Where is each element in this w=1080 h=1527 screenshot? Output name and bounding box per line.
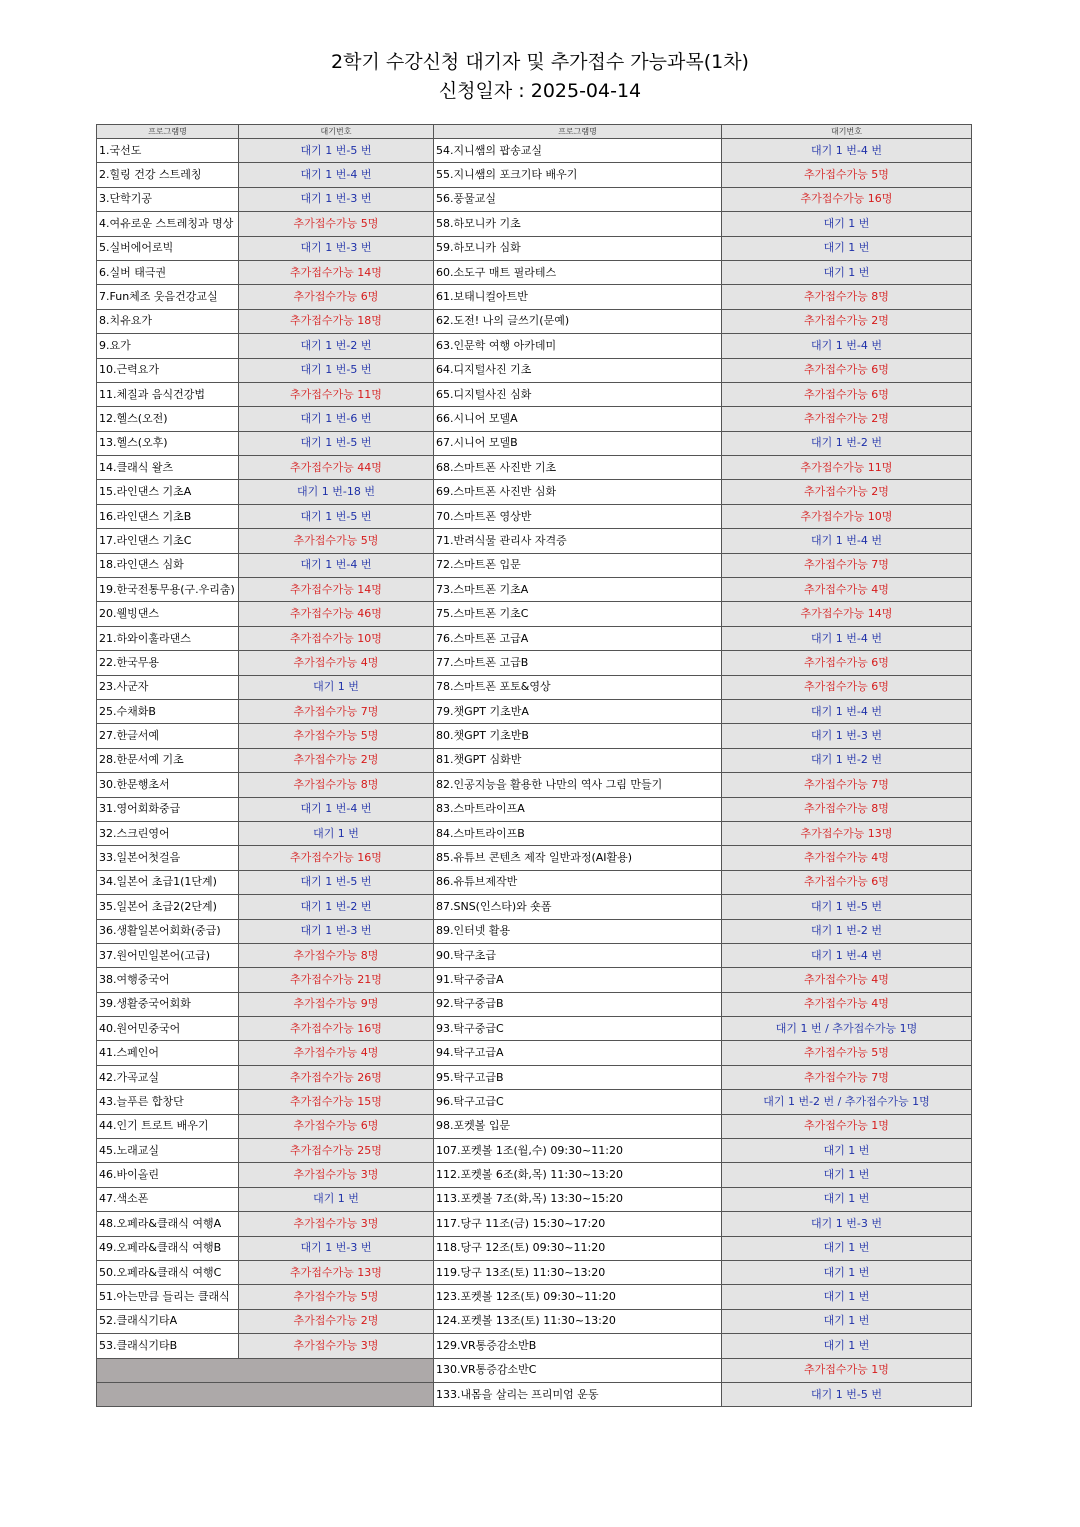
- header-program-left: 프로그램명: [97, 125, 239, 139]
- table-row: [97, 529, 972, 553]
- waitlist-status: 추가접수가능 46명: [239, 602, 434, 626]
- table-row: [97, 651, 972, 675]
- table-row: [97, 1163, 972, 1187]
- waitlist-status: 추가접수가능 3명: [239, 1212, 434, 1236]
- table-row: [97, 895, 972, 919]
- waitlist-status: 추가접수가능 5명: [239, 212, 434, 236]
- waitlist-status: 추가접수가능 4명: [722, 578, 972, 602]
- program-name: 22.한국무용: [97, 651, 239, 675]
- program-name: 130.VR통증감소반C: [434, 1358, 722, 1382]
- program-name: 20.웰빙댄스: [97, 602, 239, 626]
- program-name: 37.원어민일본어(고급): [97, 943, 239, 967]
- program-name: 11.체질과 음식건강법: [97, 382, 239, 406]
- table-row: [97, 1260, 972, 1284]
- waitlist-status: 추가접수가능 10명: [239, 626, 434, 650]
- program-name: 64.디지털사진 기초: [434, 358, 722, 382]
- waitlist-status: 대기 1 번-5 번: [239, 139, 434, 163]
- program-name: 73.스마트폰 기초A: [434, 578, 722, 602]
- program-name: 12.헬스(오전): [97, 407, 239, 431]
- table-row: [97, 1358, 972, 1382]
- waitlist-status: 대기 1 번: [722, 236, 972, 260]
- table-row: [97, 1236, 972, 1260]
- program-name: 95.탁구고급B: [434, 1065, 722, 1089]
- table-row: [97, 139, 972, 163]
- waitlist-status: 대기 1 번-18 번: [239, 480, 434, 504]
- program-name: 79.챗GPT 기초반A: [434, 699, 722, 723]
- program-name: 76.스마트폰 고급A: [434, 626, 722, 650]
- table-row: [97, 1041, 972, 1065]
- waitlist-status: 대기 1 번: [239, 821, 434, 845]
- waitlist-status: 대기 1 번-5 번: [239, 870, 434, 894]
- program-name: 32.스크린영어: [97, 821, 239, 845]
- waitlist-status: 대기 1 번: [239, 1187, 434, 1211]
- waitlist-status: 추가접수가능 18명: [239, 309, 434, 333]
- waitlist-status: 대기 1 번-3 번: [722, 1212, 972, 1236]
- program-name: 58.하모니카 기초: [434, 212, 722, 236]
- waitlist-status: 추가접수가능 2명: [722, 480, 972, 504]
- program-name: 86.유튜브제작반: [434, 870, 722, 894]
- waitlist-status: 대기 1 번-4 번: [239, 163, 434, 187]
- program-name: 55.지니쌤의 포크기타 배우기: [434, 163, 722, 187]
- waitlist-status: 대기 1 번: [722, 1309, 972, 1333]
- program-name: 83.스마트라이프A: [434, 797, 722, 821]
- table-row: [97, 1139, 972, 1163]
- program-name: 94.탁구고급A: [434, 1041, 722, 1065]
- program-name: 41.스페인어: [97, 1041, 239, 1065]
- program-name: 5.실버에어로빅: [97, 236, 239, 260]
- program-name: 84.스마트라이프B: [434, 821, 722, 845]
- waitlist-status: 추가접수가능 1명: [722, 1358, 972, 1382]
- program-name: 129.VR통증감소반B: [434, 1334, 722, 1358]
- program-name: 34.일본어 초급1(1단계): [97, 870, 239, 894]
- waitlist-status: 대기 1 번: [722, 1139, 972, 1163]
- waitlist-status: 추가접수가능 5명: [239, 724, 434, 748]
- program-name: 70.스마트폰 영상반: [434, 504, 722, 528]
- page-title: 2학기 수강신청 대기자 및 추가접수 가능과목(1차): [331, 51, 749, 73]
- waitlist-status: 대기 1 번: [722, 1236, 972, 1260]
- waitlist-status: 추가접수가능 8명: [722, 797, 972, 821]
- program-name: 16.라인댄스 기초B: [97, 504, 239, 528]
- table-row: [97, 821, 972, 845]
- program-name: 23.사군자: [97, 675, 239, 699]
- program-name: 82.인공지능을 활용한 나만의 역사 그림 만들기: [434, 773, 722, 797]
- program-name: 15.라인댄스 기초A: [97, 480, 239, 504]
- program-name: 65.디지털사진 심화: [434, 382, 722, 406]
- header-program-right: 프로그램명: [434, 125, 722, 139]
- program-name: 75.스마트폰 기초C: [434, 602, 722, 626]
- waitlist-status: 추가접수가능 16명: [239, 1017, 434, 1041]
- program-name: 48.오페라&클래식 여행A: [97, 1212, 239, 1236]
- waitlist-status: 추가접수가능 6명: [722, 358, 972, 382]
- program-name: 3.단학기공: [97, 187, 239, 211]
- table-row: [97, 553, 972, 577]
- table-row: [97, 1382, 972, 1406]
- program-name: 6.실버 태극권: [97, 260, 239, 284]
- program-name: 21.하와이훌라댄스: [97, 626, 239, 650]
- program-name: 7.Fun체조 웃음건강교실: [97, 285, 239, 309]
- program-name: 60.소도구 매트 필라테스: [434, 260, 722, 284]
- program-name: 63.인문학 여행 아카데미: [434, 334, 722, 358]
- waitlist-status: 대기 1 번: [722, 1285, 972, 1309]
- waitlist-status: 대기 1 번-2 번: [722, 919, 972, 943]
- program-name: 10.근력요가: [97, 358, 239, 382]
- program-name: 33.일본어첫걸음: [97, 846, 239, 870]
- table-row: [97, 968, 972, 992]
- program-name: 56.풍물교실: [434, 187, 722, 211]
- table-row: [97, 504, 972, 528]
- program-name: 46.바이올린: [97, 1163, 239, 1187]
- waitlist-status: 추가접수가능 11명: [722, 456, 972, 480]
- waitlist-status: 추가접수가능 5명: [722, 1041, 972, 1065]
- waitlist-status: 대기 1 번-3 번: [239, 187, 434, 211]
- table-row: [97, 1065, 972, 1089]
- waitlist-status: 추가접수가능 10명: [722, 504, 972, 528]
- waitlist-status: 대기 1 번-4 번: [722, 529, 972, 553]
- program-name: 77.스마트폰 고급B: [434, 651, 722, 675]
- waitlist-status: 대기 1 번: [722, 1260, 972, 1284]
- program-name: 81.챗GPT 심화반: [434, 748, 722, 772]
- waitlist-status: 대기 1 번-4 번: [239, 553, 434, 577]
- waitlist-status: 추가접수가능 8명: [239, 773, 434, 797]
- waitlist-status: 추가접수가능 26명: [239, 1065, 434, 1089]
- waitlist-status: 추가접수가능 25명: [239, 1139, 434, 1163]
- program-name: 40.원어민중국어: [97, 1017, 239, 1041]
- program-name: 17.라인댄스 기초C: [97, 529, 239, 553]
- waitlist-status: 추가접수가능 5명: [722, 163, 972, 187]
- waitlist-status: 대기 1 번-5 번: [722, 1382, 972, 1406]
- table-row: [97, 1285, 972, 1309]
- waitlist-status: 추가접수가능 2명: [722, 407, 972, 431]
- table-row: [97, 1017, 972, 1041]
- waitlist-status: 추가접수가능 14명: [722, 602, 972, 626]
- program-name: 92.탁구중급B: [434, 992, 722, 1016]
- waitlist-status: 대기 1 번-2 번: [722, 431, 972, 455]
- course-table: [96, 124, 972, 1407]
- waitlist-status: 추가접수가능 4명: [239, 1041, 434, 1065]
- waitlist-status: 추가접수가능 8명: [239, 943, 434, 967]
- program-name: 72.스마트폰 입문: [434, 553, 722, 577]
- program-name: 19.한국전통무용(구.우리춤): [97, 578, 239, 602]
- program-name: 51.아는만큼 들리는 클래식: [97, 1285, 239, 1309]
- program-name: 44.인기 트로트 배우기: [97, 1114, 239, 1138]
- program-name: 38.여행중국어: [97, 968, 239, 992]
- empty-filler-cell: [97, 1358, 434, 1382]
- waitlist-status: 추가접수가능 6명: [239, 1114, 434, 1138]
- waitlist-status: 추가접수가능 4명: [722, 968, 972, 992]
- table-row: [97, 773, 972, 797]
- waitlist-status: 추가접수가능 5명: [239, 1285, 434, 1309]
- waitlist-status: 추가접수가능 4명: [239, 651, 434, 675]
- table-body: [97, 139, 972, 1407]
- program-name: 85.유튜브 콘텐츠 제작 일반과정(AI활용): [434, 846, 722, 870]
- program-name: 133.내몸을 살리는 프리미엄 운동: [434, 1382, 722, 1406]
- waitlist-status: 대기 1 번-5 번: [239, 358, 434, 382]
- waitlist-status: 대기 1 번-4 번: [722, 626, 972, 650]
- waitlist-status: 추가접수가능 9명: [239, 992, 434, 1016]
- program-name: 112.포켓볼 6조(화,목) 11:30~13:20: [434, 1163, 722, 1187]
- table-row: [97, 1187, 972, 1211]
- waitlist-status: 대기 1 번-4 번: [722, 139, 972, 163]
- program-name: 71.반려식물 관리사 자격증: [434, 529, 722, 553]
- waitlist-status: 추가접수가능 6명: [722, 382, 972, 406]
- program-name: 28.한문서예 기초: [97, 748, 239, 772]
- waitlist-status: 추가접수가능 3명: [239, 1163, 434, 1187]
- table-row: [97, 382, 972, 406]
- program-name: 91.탁구중급A: [434, 968, 722, 992]
- program-name: 123.포켓볼 12조(토) 09:30~11:20: [434, 1285, 722, 1309]
- program-name: 98.포켓볼 입문: [434, 1114, 722, 1138]
- program-name: 118.당구 12조(토) 09:30~11:20: [434, 1236, 722, 1260]
- program-name: 35.일본어 초급2(2단계): [97, 895, 239, 919]
- program-name: 45.노래교실: [97, 1139, 239, 1163]
- table-row: [97, 846, 972, 870]
- program-name: 14.클래식 왈츠: [97, 456, 239, 480]
- waitlist-status: 추가접수가능 5명: [239, 529, 434, 553]
- program-name: 80.챗GPT 기초반B: [434, 724, 722, 748]
- table-row: [97, 626, 972, 650]
- program-name: 27.한글서예: [97, 724, 239, 748]
- program-name: 9.요가: [97, 334, 239, 358]
- program-name: 31.영어회화중급: [97, 797, 239, 821]
- waitlist-status: 추가접수가능 14명: [239, 260, 434, 284]
- waitlist-status: 대기 1 번: [722, 1163, 972, 1187]
- header-waitlist-left: 대기번호: [239, 125, 434, 139]
- program-name: 69.스마트폰 사진반 심화: [434, 480, 722, 504]
- waitlist-status: 대기 1 번: [239, 675, 434, 699]
- waitlist-status: 추가접수가능 6명: [239, 285, 434, 309]
- table-row: [97, 748, 972, 772]
- table-row: [97, 431, 972, 455]
- program-name: 93.탁구중급C: [434, 1017, 722, 1041]
- empty-filler-cell: [97, 1382, 434, 1406]
- program-name: 90.탁구초급: [434, 943, 722, 967]
- waitlist-status: 대기 1 번-2 번: [239, 334, 434, 358]
- program-name: 30.한문행초서: [97, 773, 239, 797]
- waitlist-status: 추가접수가능 13명: [722, 821, 972, 845]
- waitlist-status: 추가접수가능 15명: [239, 1090, 434, 1114]
- table-header-row: [97, 125, 972, 139]
- waitlist-status: 대기 1 번-4 번: [722, 943, 972, 967]
- program-name: 87.SNS(인스타)와 숏폼: [434, 895, 722, 919]
- table-row: [97, 163, 972, 187]
- program-name: 61.보태니컬아트반: [434, 285, 722, 309]
- program-name: 36.생활일본어회화(중급): [97, 919, 239, 943]
- table-row: [97, 334, 972, 358]
- waitlist-status: 추가접수가능 13명: [239, 1260, 434, 1284]
- waitlist-status: 대기 1 번-4 번: [722, 334, 972, 358]
- table-row: [97, 870, 972, 894]
- waitlist-status: 추가접수가능 2명: [239, 748, 434, 772]
- program-name: 59.하모니카 심화: [434, 236, 722, 260]
- program-name: 43.늘푸른 합창단: [97, 1090, 239, 1114]
- waitlist-status: 대기 1 번 / 추가접수가능 1명: [722, 1017, 972, 1041]
- program-name: 62.도전! 나의 글쓰기(문예): [434, 309, 722, 333]
- waitlist-status: 대기 1 번-5 번: [722, 895, 972, 919]
- program-name: 54.지니쌤의 팝송교실: [434, 139, 722, 163]
- program-name: 1.국선도: [97, 139, 239, 163]
- waitlist-status: 추가접수가능 16명: [239, 846, 434, 870]
- program-name: 78.스마트폰 포토&영상: [434, 675, 722, 699]
- waitlist-status: 대기 1 번: [722, 1334, 972, 1358]
- waitlist-status: 추가접수가능 6명: [722, 870, 972, 894]
- waitlist-status: 추가접수가능 4명: [722, 846, 972, 870]
- program-name: 89.인터넷 활용: [434, 919, 722, 943]
- waitlist-status: 대기 1 번-3 번: [239, 919, 434, 943]
- program-name: 107.포켓볼 1조(월,수) 09:30~11:20: [434, 1139, 722, 1163]
- program-name: 67.시니어 모델B: [434, 431, 722, 455]
- table-row: [97, 187, 972, 211]
- program-name: 8.치유요가: [97, 309, 239, 333]
- header-waitlist-right: 대기번호: [722, 125, 972, 139]
- application-date: 신청일자 : 2025-04-14: [438, 80, 642, 102]
- program-name: 18.라인댄스 심화: [97, 553, 239, 577]
- table-row: [97, 358, 972, 382]
- program-name: 25.수채화B: [97, 699, 239, 723]
- program-name: 96.탁구고급C: [434, 1090, 722, 1114]
- waitlist-status: 대기 1 번-5 번: [239, 504, 434, 528]
- waitlist-status: 대기 1 번: [722, 212, 972, 236]
- table-row: [97, 1212, 972, 1236]
- program-name: 119.당구 13조(토) 11:30~13:20: [434, 1260, 722, 1284]
- waitlist-status: 대기 1 번-6 번: [239, 407, 434, 431]
- program-name: 39.생활중국어회화: [97, 992, 239, 1016]
- program-name: 4.여유로운 스트레칭과 명상: [97, 212, 239, 236]
- waitlist-status: 대기 1 번-4 번: [722, 699, 972, 723]
- program-name: 47.색소폰: [97, 1187, 239, 1211]
- waitlist-status: 추가접수가능 11명: [239, 382, 434, 406]
- waitlist-status: 추가접수가능 4명: [722, 992, 972, 1016]
- waitlist-status: 대기 1 번-5 번: [239, 431, 434, 455]
- table-row: [97, 797, 972, 821]
- waitlist-status: 대기 1 번-3 번: [239, 236, 434, 260]
- waitlist-status: 대기 1 번-2 번 / 추가접수가능 1명: [722, 1090, 972, 1114]
- table-row: [97, 212, 972, 236]
- table-row: [97, 1334, 972, 1358]
- waitlist-status: 대기 1 번: [722, 1187, 972, 1211]
- table-row: [97, 943, 972, 967]
- waitlist-status: 추가접수가능 14명: [239, 578, 434, 602]
- program-name: 50.오페라&클래식 여행C: [97, 1260, 239, 1284]
- table-row: [97, 602, 972, 626]
- table-row: [97, 1090, 972, 1114]
- table-row: [97, 407, 972, 431]
- program-name: 53.클래식기타B: [97, 1334, 239, 1358]
- table-row: [97, 992, 972, 1016]
- waitlist-status: 추가접수가능 16명: [722, 187, 972, 211]
- table-row: [97, 456, 972, 480]
- waitlist-status: 대기 1 번-4 번: [239, 797, 434, 821]
- waitlist-status: 추가접수가능 44명: [239, 456, 434, 480]
- table-row: [97, 578, 972, 602]
- program-name: 13.헬스(오후): [97, 431, 239, 455]
- table-row: [97, 675, 972, 699]
- table-row: [97, 260, 972, 284]
- program-name: 52.클래식기타A: [97, 1309, 239, 1333]
- waitlist-status: 추가접수가능 8명: [722, 285, 972, 309]
- program-name: 113.포켓볼 7조(화,목) 13:30~15:20: [434, 1187, 722, 1211]
- program-name: 49.오페라&클래식 여행B: [97, 1236, 239, 1260]
- program-name: 66.시니어 모델A: [434, 407, 722, 431]
- waitlist-status: 추가접수가능 6명: [722, 675, 972, 699]
- waitlist-status: 추가접수가능 3명: [239, 1334, 434, 1358]
- table-row: [97, 1309, 972, 1333]
- table-row: [97, 309, 972, 333]
- table-row: [97, 236, 972, 260]
- waitlist-status: 대기 1 번-3 번: [722, 724, 972, 748]
- program-name: 2.힐링 건강 스트레칭: [97, 163, 239, 187]
- waitlist-status: 추가접수가능 1명: [722, 1114, 972, 1138]
- waitlist-status: 추가접수가능 7명: [722, 773, 972, 797]
- program-name: 68.스마트폰 사진반 기초: [434, 456, 722, 480]
- waitlist-status: 대기 1 번: [722, 260, 972, 284]
- table-row: [97, 285, 972, 309]
- waitlist-status: 추가접수가능 6명: [722, 651, 972, 675]
- table-row: [97, 724, 972, 748]
- waitlist-status: 추가접수가능 21명: [239, 968, 434, 992]
- waitlist-status: 대기 1 번-2 번: [239, 895, 434, 919]
- program-name: 42.가곡교실: [97, 1065, 239, 1089]
- program-name: 117.당구 11조(금) 15:30~17:20: [434, 1212, 722, 1236]
- waitlist-status: 추가접수가능 7명: [722, 553, 972, 577]
- waitlist-status: 추가접수가능 2명: [722, 309, 972, 333]
- waitlist-status: 대기 1 번-2 번: [722, 748, 972, 772]
- table-row: [97, 699, 972, 723]
- program-name: 124.포켓볼 13조(토) 11:30~13:20: [434, 1309, 722, 1333]
- waitlist-status: 추가접수가능 2명: [239, 1309, 434, 1333]
- table-row: [97, 1114, 972, 1138]
- table-row: [97, 919, 972, 943]
- waitlist-status: 추가접수가능 7명: [722, 1065, 972, 1089]
- waitlist-status: 추가접수가능 7명: [239, 699, 434, 723]
- table-row: [97, 480, 972, 504]
- waitlist-status: 대기 1 번-3 번: [239, 1236, 434, 1260]
